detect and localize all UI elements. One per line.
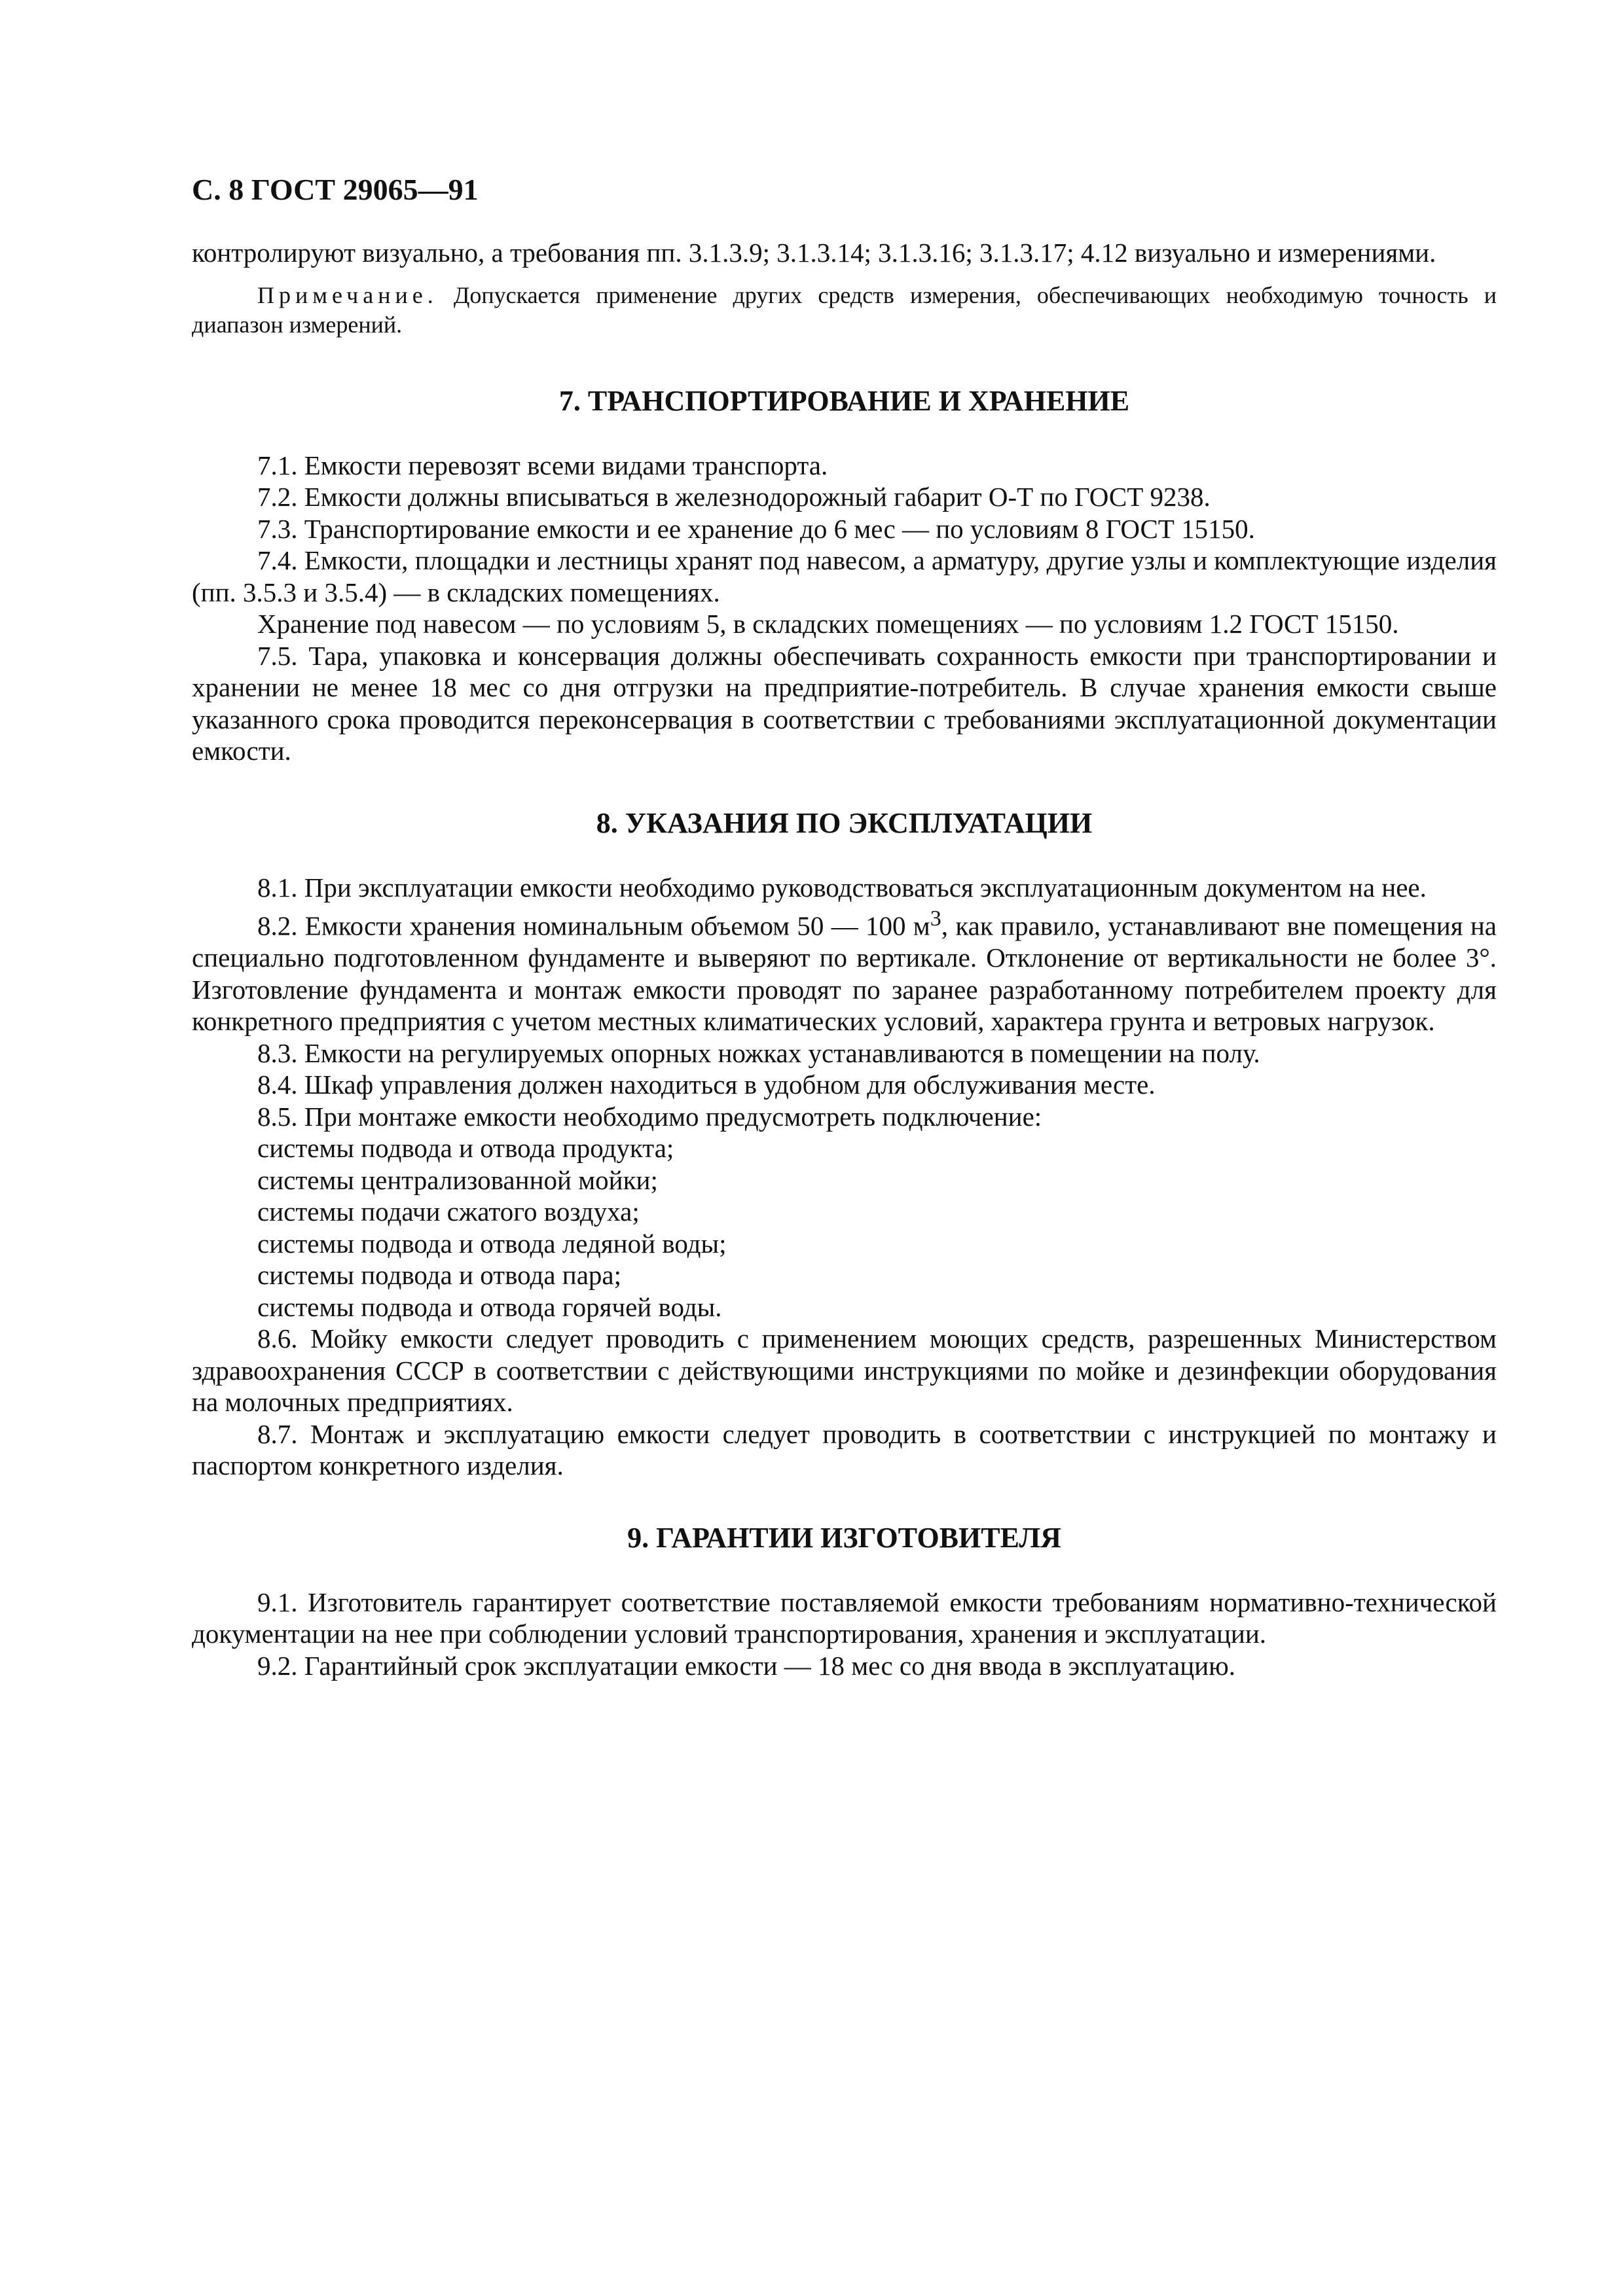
paragraph-8-5: 8.5. При монтаже емкости необходимо предусмотреть подключение: — [257, 1101, 1042, 1132]
section-7-title: 7. ТРАНСПОРТИРОВАНИЕ И ХРАНЕНИЕ — [558, 384, 1130, 417]
note-text: Допускается применение других средств измерения, обеспечивающих необходимую точность и диапазон измерений. — [192, 281, 1497, 338]
list-item: системы подвода и отвода пара; — [257, 1260, 622, 1291]
note-label: Примечание. — [257, 281, 438, 308]
paragraph-7-1: 7.1. Емкости перевозят всеми видами транспорта. — [257, 450, 828, 480]
intro-continuation: контролируют визуально, а требования пп. 3.1.3.9; 3.1.3.14; 3.1.3.16; 3.1.3.17; 4.12 визуально и измерениями. — [192, 238, 1436, 268]
intro-note — [192, 281, 1497, 340]
paragraph-8-3: 8.3. Емкости на регулируемых опорных ножках устанавливаются в помещении на полу. — [257, 1037, 1260, 1068]
list-item: системы централизованной мойки; — [257, 1164, 658, 1195]
list-item: системы подвода и отвода продукта; — [257, 1133, 674, 1164]
document-page — [192, 171, 1497, 1681]
list-item: системы подачи сжатого воздуха; — [257, 1196, 640, 1227]
paragraph-8-2-start: 8.2. Емкости хранения номинальным объемом 50 — 100 м — [257, 910, 930, 941]
paragraph-7-3: 7.3. Транспортирование емкости и ее хранение до 6 мес — по условиям 8 ГОСТ 15150. — [257, 513, 1255, 544]
cubic-superscript: 3 — [930, 906, 941, 931]
list-item: системы подвода и отвода горячей воды. — [257, 1291, 722, 1322]
paragraph-8-1: 8.1. При эксплуатации емкости необходимо руководствоваться эксплуатационным документом на нее. — [257, 872, 1427, 903]
paragraph-7-5: 7.5. Тара, упаковка и консервация должны обеспечивать сохранность емкости при транспортировании и хранении не менее 18 мес со дня отгрузки на предприятие-потребитель. В случае хранения емкости свыше указанного срока проводится переконсервация в соответствии с требованиями эксплуатационной документации емкости. — [192, 640, 1497, 766]
page-header: С. 8 ГОСТ 29065—91 — [192, 173, 479, 206]
paragraph-7-4-storage: Хранение под навесом — по условиям 5, в складских помещениях — по условиям 1.2 ГОСТ 15150. — [257, 609, 1399, 639]
section-8-title: 8. УКАЗАНИЯ ПО ЭКСПЛУАТАЦИИ — [596, 806, 1093, 839]
paragraph-9-2: 9.2. Гарантийный срок эксплуатации емкости — 18 мес со дня ввода в эксплуатацию. — [257, 1650, 1236, 1681]
paragraph-9-1: 9.1. Изготовитель гарантирует соответствие поставляемой емкости требованиям нормативно-технической документации на нее при соблюдении условий транспортирования, хранения и эксплуатации. — [192, 1587, 1497, 1649]
paragraph-7-4: 7.4. Емкости, площадки и лестницы хранят под навесом, а арматуру, другие узлы и комплектующие изделия (пп. 3.5.3 и 3.5.4) — в складских помещениях. — [192, 545, 1497, 607]
paragraph-8-2-rest: , как правило, устанавливают вне помещения на специально подготовленном фундаменте и выверяют по вертикале. Отклонение от вертикальности не более 3°. Изготовление фундамента и монтаж емкости проводят по заранее разработанному потребителем проекту для конкретного предприятия с учетом местных климатических условий, характера грунта и ветровых нагрузок. — [192, 910, 1497, 1037]
paragraph-7-2: 7.2. Емкости должны вписываться в железнодорожный габарит О-Т по ГОСТ 9238. — [257, 482, 1211, 512]
paragraph-8-4: 8.4. Шкаф управления должен находиться в удобном для обслуживания месте. — [257, 1069, 1156, 1100]
paragraph-8-7: 8.7. Монтаж и эксплуатацию емкости следует проводить в соответствии с инструкцией по монтажу и паспортом конкретного изделия. — [192, 1418, 1497, 1481]
list-item: системы подвода и отвода ледяной воды; — [257, 1228, 727, 1259]
section-9-title: 9. ГАРАНТИИ ИЗГОТОВИТЕЛЯ — [627, 1521, 1061, 1554]
paragraph-8-6: 8.6. Мойку емкости следует проводить с применением моющих средств, разрешенных Министерством здравоохранения СССР в соответствии с действующими инструкциями по мойке и дезинфекции оборудования на молочных предприятиях. — [192, 1323, 1497, 1418]
paragraph-8-2 — [192, 903, 1497, 1037]
